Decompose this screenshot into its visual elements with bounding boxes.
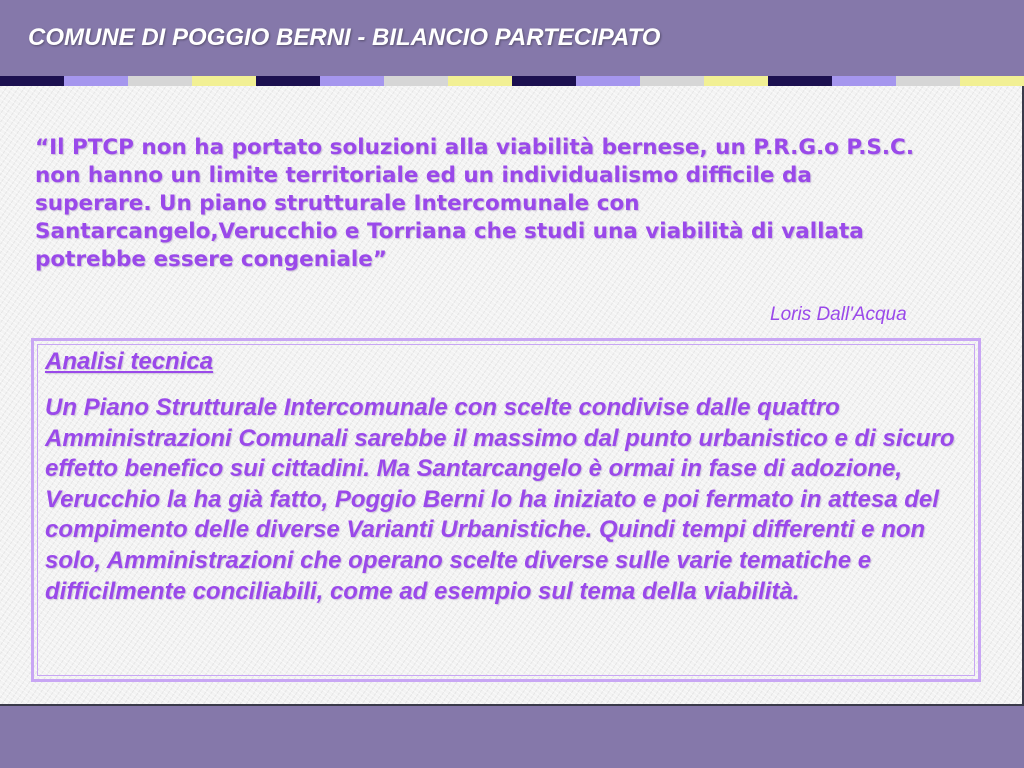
stripe-segment [256,76,320,86]
stripe-segment [960,76,1024,86]
stripe-segment [320,76,384,86]
stripe-segment [128,76,192,86]
stripe-segment [192,76,256,86]
stripe-segment [448,76,512,86]
stripe-segment [832,76,896,86]
quote-text: “Il PTCP non ha portato soluzioni alla viabilità bernese, un P.R.G.o P.S.C. non hanno un limite territoriale ed un individualismo difficile da superare. Un piano strutturale Intercomunale con Santarcangelo,Verucchio e Torriana che studi una viabilità di vallata potrebbe essere congeniale” [35,135,914,272]
slide-footer [0,706,1024,768]
stripe-segment [576,76,640,86]
stripe-segment [64,76,128,86]
stripe-segment [896,76,960,86]
stripe-segment [512,76,576,86]
analysis-heading: Analisi tecnica [45,348,214,375]
slide-title: COMUNE DI POGGIO BERNI - BILANCIO PARTECIPATO [28,24,661,51]
decorative-stripe [0,76,1024,86]
quote-author: Loris Dall'Acqua [770,304,907,325]
analysis-body: Un Piano Strutturale Intercomunale con scelte condivise dalle quattro Amministrazioni Comunali sarebbe il massimo dal punto urbanistico e di sicuro effetto benefico sui cittadini. Ma Santarcangelo è ormai in fase di adozione, Verucchio la ha già fatto, Poggio Berni lo ha iniziato e poi fermato in attesa del compimento delle diverse Varianti Urbanistiche. Quindi tempi differenti e non solo, Amministrazioni che operano scelte diverse sulle varie tematiche e difficilmente conciliabili, come ad esempio sul tema della viabilità. [45,394,955,605]
stripe-segment [768,76,832,86]
slide-header [0,0,1024,76]
stripe-segment [704,76,768,86]
stripe-segment [384,76,448,86]
stripe-segment [640,76,704,86]
stripe-segment [0,76,64,86]
